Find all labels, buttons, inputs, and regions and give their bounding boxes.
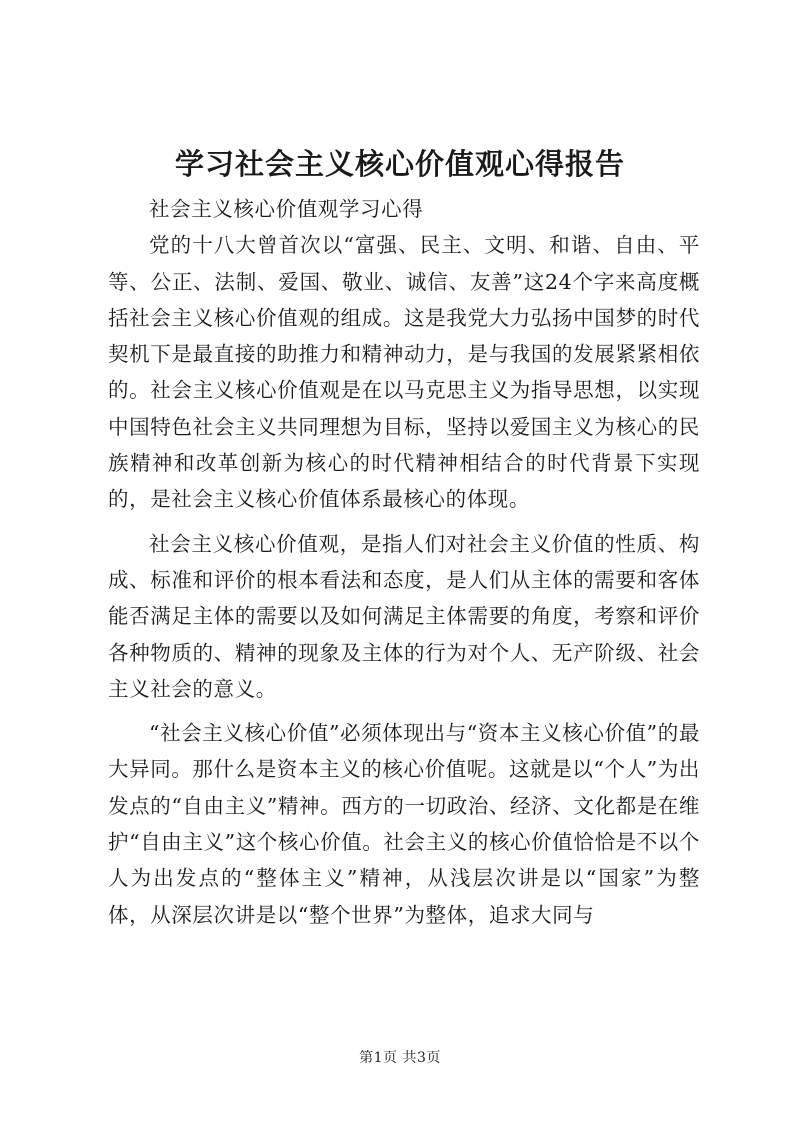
- document-subtitle: 社会主义核心价值观学习心得: [149, 197, 424, 221]
- document-body: [108, 191, 700, 933]
- page-footer: 第1页 共3页: [359, 1050, 441, 1066]
- paragraph-3: “社会主义核心价值”必须体现出与“资本主义核心价值”的最大异同。那什么是资本主义的核心价值呢。这就是以“个人”为出发点的“自由主义”精神。西方的一切政治、经济、文化都是在维护“自由主义”这个核心价值。社会主义的核心价值恰恰是不以个人为出发点的“整体主义”精神，从浅层次讲是以“国家”为整体，从深层次讲是以“整个世界”为整体，追求大同与: [108, 721, 700, 927]
- paragraph-2: 社会主义核心价值观，是指人们对社会主义价值的性质、构成、标准和评价的根本看法和态度，是人们从主体的需要和客体能否满足主体的需要以及如何满足主体需要的角度，考察和评价各种物质的、精神的现象及主体的行为对个人、无产阶级、社会主义社会的意义。: [108, 531, 700, 701]
- paragraph-1: 党的十八大曾首次以“富强、民主、文明、和谐、自由、平等、公正、法制、爱国、敬业、诚信、友善”这24个字来高度概括社会主义核心价值观的组成。这是我党大力弘扬中国梦的时代契机下是最直接的助推力和精神动力，是与我国的发展紧紧相依的。社会主义核心价值观是在以马克思主义为指导思想，以实现中国特色社会主义共同理想为目标，坚持以爱国主义为核心的民族精神和改革创新为核心的时代精神相结合的时代背景下实现的，是社会主义核心价值体系最核心的体现。: [108, 233, 700, 512]
- document-title: 学习社会主义核心价值观心得报告: [174, 147, 625, 181]
